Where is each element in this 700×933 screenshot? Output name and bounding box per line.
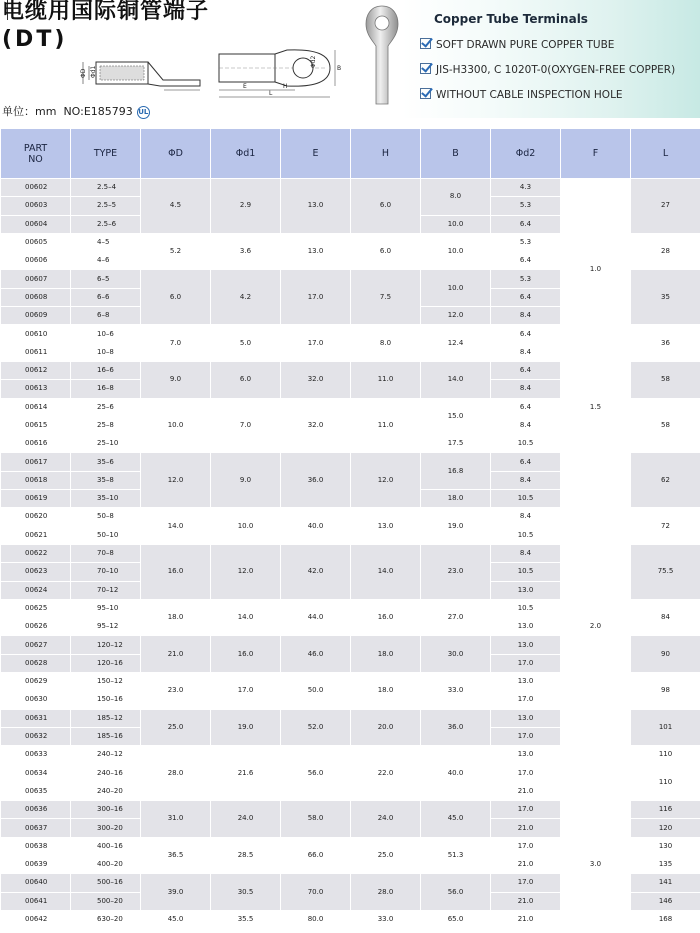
cell-part-no: 00610 (1, 325, 71, 343)
cell-d1: 10.0 (211, 508, 281, 545)
cell-d2: 5.3 (491, 197, 561, 215)
palm-outline (148, 62, 200, 86)
cell-d1: 35.5 (211, 910, 281, 928)
cell-d2: 6.4 (491, 288, 561, 306)
cell-type: 400–16 (71, 837, 141, 855)
cert-number: NO:E185793 (63, 105, 133, 118)
cell-part-no: 00604 (1, 215, 71, 233)
cell-b: 12.4 (421, 325, 491, 362)
cell-d2: 5.3 (491, 270, 561, 288)
cell-type: 25–10 (71, 435, 141, 453)
cell-d1: 21.6 (211, 746, 281, 801)
cell-d: 6.0 (141, 270, 211, 325)
cell-d2: 10.5 (491, 599, 561, 617)
ul-cert-icon: UL (137, 106, 150, 119)
cell-d: 25.0 (141, 709, 211, 746)
cell-type: 16–6 (71, 361, 141, 379)
cell-part-no: 00619 (1, 490, 71, 508)
unit-label: 单位：mm (2, 105, 57, 118)
cell-d: 45.0 (141, 910, 211, 928)
cell-d: 28.0 (141, 746, 211, 801)
cell-type: 10–8 (71, 343, 141, 361)
cell-h: 24.0 (351, 801, 421, 838)
cell-e: 46.0 (281, 636, 351, 673)
cell-type: 300–16 (71, 801, 141, 819)
cell-d1: 30.5 (211, 874, 281, 911)
cell-b: 40.0 (421, 746, 491, 801)
cell-type: 185–12 (71, 709, 141, 727)
cell-h: 22.0 (351, 746, 421, 801)
col-header-type: TYPE (71, 129, 141, 179)
cell-d2: 6.4 (491, 215, 561, 233)
cell-d2: 21.0 (491, 892, 561, 910)
cell-d2: 6.4 (491, 398, 561, 416)
cell-d: 23.0 (141, 673, 211, 710)
spec-panel (402, 0, 700, 118)
cell-b: 16.8 (421, 453, 491, 490)
cell-type: 4–6 (71, 252, 141, 270)
cell-e: 17.0 (281, 270, 351, 325)
cell-e: 52.0 (281, 709, 351, 746)
cell-part-no: 00605 (1, 233, 71, 251)
barrel-bore (100, 66, 144, 80)
unit-line (2, 103, 150, 119)
cell-d2: 10.5 (491, 563, 561, 581)
cell-d2: 8.4 (491, 508, 561, 526)
dim-label-e: E (243, 83, 247, 90)
cell-d2: 6.4 (491, 453, 561, 471)
cell-d2: 4.3 (491, 179, 561, 197)
cell-l: 168 (631, 910, 700, 928)
col-header-part-no: PART NO (1, 129, 71, 179)
side-view-drawing (78, 50, 203, 92)
cell-d2: 10.5 (491, 490, 561, 508)
cell-part-no: 00626 (1, 618, 71, 636)
cell-e: 70.0 (281, 874, 351, 911)
cell-d1: 16.0 (211, 636, 281, 673)
cell-l: 101 (631, 709, 700, 746)
cell-type: 120–16 (71, 654, 141, 672)
cell-l: 98 (631, 673, 700, 710)
cell-d: 39.0 (141, 874, 211, 911)
col-header-l: L (631, 129, 700, 179)
cell-part-no: 00629 (1, 673, 71, 691)
cell-e: 13.0 (281, 179, 351, 234)
checkbox-icon (420, 63, 431, 74)
cell-part-no: 00630 (1, 691, 71, 709)
checkbox-icon (420, 88, 431, 99)
cell-l: 110 (631, 746, 700, 764)
cell-d2: 17.0 (491, 654, 561, 672)
spec-item: JIS-H3300, C 1020T-0(OXYGEN-FREE COPPER) (420, 63, 675, 76)
cell-type: 630–20 (71, 910, 141, 928)
cell-d2: 17.0 (491, 874, 561, 892)
cell-part-no: 00606 (1, 252, 71, 270)
cell-type: 300–20 (71, 819, 141, 837)
cell-type: 150–12 (71, 673, 141, 691)
cell-h: 8.0 (351, 325, 421, 362)
cell-d2: 17.0 (491, 801, 561, 819)
cell-type: 240–20 (71, 782, 141, 800)
cell-f: 1.0 (561, 179, 631, 362)
cell-type: 95–12 (71, 618, 141, 636)
cell-part-no: 00609 (1, 307, 71, 325)
cell-part-no: 00638 (1, 837, 71, 855)
cell-b: 17.5 (421, 435, 491, 453)
cell-part-no: 00628 (1, 654, 71, 672)
col-header-d2: Φd2 (491, 129, 561, 179)
cell-f: 1.5 (561, 361, 631, 452)
cell-part-no: 00624 (1, 581, 71, 599)
cell-part-no: 00622 (1, 544, 71, 562)
checkbox-icon (420, 38, 431, 49)
cell-d2: 8.4 (491, 544, 561, 562)
cell-h: 18.0 (351, 636, 421, 673)
cell-type: 25–8 (71, 416, 141, 434)
cell-l: 130 (631, 837, 700, 855)
cell-b: 15.0 (421, 398, 491, 435)
cell-d2: 13.0 (491, 636, 561, 654)
cell-type: 2.5–5 (71, 197, 141, 215)
cell-e: 32.0 (281, 361, 351, 398)
cell-d: 16.0 (141, 544, 211, 599)
cell-e: 36.0 (281, 453, 351, 508)
cell-part-no: 00614 (1, 398, 71, 416)
cell-part-no: 00613 (1, 380, 71, 398)
cell-part-no: 00603 (1, 197, 71, 215)
cell-type: 35–6 (71, 453, 141, 471)
col-header-b: B (421, 129, 491, 179)
cell-part-no: 00642 (1, 910, 71, 928)
cell-type: 70–10 (71, 563, 141, 581)
dim-label-d: ΦD (80, 68, 87, 78)
cell-d2: 6.4 (491, 252, 561, 270)
cell-f: 2.0 (561, 453, 631, 801)
cell-type: 500–20 (71, 892, 141, 910)
cell-d2: 21.0 (491, 910, 561, 928)
cell-part-no: 00639 (1, 855, 71, 873)
table-body (1, 179, 700, 929)
cell-d: 31.0 (141, 801, 211, 838)
cell-l: 58 (631, 361, 700, 398)
cell-l: 141 (631, 874, 700, 892)
cell-d2: 13.0 (491, 581, 561, 599)
spec-table (0, 128, 700, 929)
table-row (1, 801, 700, 819)
cell-e: 44.0 (281, 599, 351, 636)
cell-d2: 17.0 (491, 764, 561, 782)
cell-d2: 21.0 (491, 819, 561, 837)
cell-l: 27 (631, 179, 700, 234)
cell-l: 84 (631, 599, 700, 636)
cell-d: 7.0 (141, 325, 211, 362)
cell-part-no: 00640 (1, 874, 71, 892)
cell-b: 51.3 (421, 837, 491, 874)
dim-label-d1: Φd1 (90, 65, 97, 78)
cell-part-no: 00631 (1, 709, 71, 727)
cell-d2: 8.4 (491, 343, 561, 361)
cell-l: 146 (631, 892, 700, 910)
cell-b: 36.0 (421, 709, 491, 746)
cell-type: 50–10 (71, 526, 141, 544)
cell-e: 32.0 (281, 398, 351, 453)
cell-b: 45.0 (421, 801, 491, 838)
cell-part-no: 00615 (1, 416, 71, 434)
cell-d2: 13.0 (491, 746, 561, 764)
dim-label-d2: Φd2 (310, 55, 317, 68)
cell-b: 30.0 (421, 636, 491, 673)
cell-part-no: 00623 (1, 563, 71, 581)
col-header-f: F (561, 129, 631, 179)
cell-d1: 5.0 (211, 325, 281, 362)
cell-h: 14.0 (351, 544, 421, 599)
cell-part-no: 00611 (1, 343, 71, 361)
cell-d1: 14.0 (211, 599, 281, 636)
cell-d2: 10.5 (491, 526, 561, 544)
cell-type: 400–20 (71, 855, 141, 873)
cell-h: 25.0 (351, 837, 421, 874)
cell-type: 35–10 (71, 490, 141, 508)
table-row (1, 453, 700, 471)
cell-b: 65.0 (421, 910, 491, 928)
cell-l: 120 (631, 819, 700, 837)
col-header-d1: Φd1 (211, 129, 281, 179)
cell-d2: 13.0 (491, 618, 561, 636)
cell-d2: 8.4 (491, 307, 561, 325)
cell-d1: 24.0 (211, 801, 281, 838)
cell-e: 66.0 (281, 837, 351, 874)
cell-d1: 4.2 (211, 270, 281, 325)
cell-part-no: 00602 (1, 179, 71, 197)
cell-d2: 5.3 (491, 233, 561, 251)
cell-b: 19.0 (421, 508, 491, 545)
dim-label-l: L (269, 90, 273, 97)
cell-h: 12.0 (351, 453, 421, 508)
cell-l: 90 (631, 636, 700, 673)
cell-d2: 8.4 (491, 380, 561, 398)
cell-type: 120–12 (71, 636, 141, 654)
cell-d2: 8.4 (491, 416, 561, 434)
cell-part-no: 00608 (1, 288, 71, 306)
cell-d1: 2.9 (211, 179, 281, 234)
cell-d2: 21.0 (491, 782, 561, 800)
cell-l: 58 (631, 398, 700, 453)
cell-h: 33.0 (351, 910, 421, 928)
cell-l: 72 (631, 508, 700, 545)
cell-d2: 13.0 (491, 673, 561, 691)
cell-d: 4.5 (141, 179, 211, 234)
cell-e: 58.0 (281, 801, 351, 838)
cell-l: 110 (631, 764, 700, 801)
page-title-code: (DT) (2, 27, 68, 52)
cell-type: 6–6 (71, 288, 141, 306)
cell-e: 50.0 (281, 673, 351, 710)
cell-l: 62 (631, 453, 700, 508)
cell-l: 35 (631, 270, 700, 325)
cell-type: 185–16 (71, 727, 141, 745)
cell-part-no: 00620 (1, 508, 71, 526)
cell-e: 42.0 (281, 544, 351, 599)
cell-type: 95–10 (71, 599, 141, 617)
cell-type: 4–5 (71, 233, 141, 251)
col-header-h: H (351, 129, 421, 179)
cell-part-no: 00621 (1, 526, 71, 544)
cell-l: 75.5 (631, 544, 700, 599)
cell-e: 80.0 (281, 910, 351, 928)
cell-d2: 13.0 (491, 709, 561, 727)
cell-b: 27.0 (421, 599, 491, 636)
cell-h: 7.5 (351, 270, 421, 325)
cell-d1: 19.0 (211, 709, 281, 746)
cell-part-no: 00635 (1, 782, 71, 800)
cell-part-no: 00607 (1, 270, 71, 288)
cell-h: 11.0 (351, 361, 421, 398)
cell-d: 36.5 (141, 837, 211, 874)
cell-d1: 12.0 (211, 544, 281, 599)
cell-part-no: 00625 (1, 599, 71, 617)
cell-h: 6.0 (351, 233, 421, 270)
cell-d1: 17.0 (211, 673, 281, 710)
cell-type: 6–5 (71, 270, 141, 288)
lug-product-image (364, 4, 400, 108)
cell-type: 2.5–6 (71, 215, 141, 233)
top-view-drawing (205, 44, 345, 102)
cell-part-no: 00633 (1, 746, 71, 764)
cell-h: 11.0 (351, 398, 421, 453)
spec-title: Copper Tube Terminals (434, 12, 588, 26)
cell-type: 70–8 (71, 544, 141, 562)
cell-d: 10.0 (141, 398, 211, 453)
cell-b: 10.0 (421, 233, 491, 270)
cell-d1: 6.0 (211, 361, 281, 398)
cell-l: 28 (631, 233, 700, 270)
table-row (1, 179, 700, 197)
cell-d2: 17.0 (491, 727, 561, 745)
cell-h: 20.0 (351, 709, 421, 746)
cell-type: 240–12 (71, 746, 141, 764)
cell-part-no: 00637 (1, 819, 71, 837)
dim-label-h: H (283, 83, 288, 90)
cell-h: 28.0 (351, 874, 421, 911)
cell-d: 18.0 (141, 599, 211, 636)
cell-d1: 28.5 (211, 837, 281, 874)
cell-type: 150–16 (71, 691, 141, 709)
page-title: 电缆用国际铜管端子 (2, 0, 210, 24)
col-header-e: E (281, 129, 351, 179)
cell-e: 40.0 (281, 508, 351, 545)
cell-d2: 17.0 (491, 837, 561, 855)
cell-b: 18.0 (421, 490, 491, 508)
cell-d: 21.0 (141, 636, 211, 673)
cell-d: 12.0 (141, 453, 211, 508)
cell-type: 16–8 (71, 380, 141, 398)
table-header-row (1, 129, 700, 179)
cell-h: 18.0 (351, 673, 421, 710)
cell-d2: 6.4 (491, 325, 561, 343)
cell-part-no: 00634 (1, 764, 71, 782)
cell-b: 23.0 (421, 544, 491, 599)
spec-item: SOFT DRAWN PURE COPPER TUBE (420, 38, 614, 51)
cell-e: 56.0 (281, 746, 351, 801)
cell-h: 6.0 (351, 179, 421, 234)
cell-type: 2.5–4 (71, 179, 141, 197)
cell-part-no: 00636 (1, 801, 71, 819)
cell-d2: 6.4 (491, 361, 561, 379)
cell-type: 240–16 (71, 764, 141, 782)
cell-type: 10–6 (71, 325, 141, 343)
cell-b: 56.0 (421, 874, 491, 911)
cell-d2: 8.4 (491, 471, 561, 489)
col-header-d: ΦD (141, 129, 211, 179)
cell-type: 35–8 (71, 471, 141, 489)
cell-e: 17.0 (281, 325, 351, 362)
cell-type: 50–8 (71, 508, 141, 526)
cell-d2: 21.0 (491, 855, 561, 873)
cell-part-no: 00627 (1, 636, 71, 654)
cell-part-no: 00641 (1, 892, 71, 910)
cell-b: 12.0 (421, 307, 491, 325)
dim-label-b: B (337, 65, 342, 72)
cell-l: 135 (631, 855, 700, 873)
page-header (0, 0, 700, 128)
cell-d2: 17.0 (491, 691, 561, 709)
cell-e: 13.0 (281, 233, 351, 270)
cell-type: 6–8 (71, 307, 141, 325)
cell-b: 14.0 (421, 361, 491, 398)
cell-type: 70–12 (71, 581, 141, 599)
cell-d2: 10.5 (491, 435, 561, 453)
cell-l: 36 (631, 325, 700, 362)
cell-d: 5.2 (141, 233, 211, 270)
cell-d1: 7.0 (211, 398, 281, 453)
spec-item: WITHOUT CABLE INSPECTION HOLE (420, 88, 623, 101)
table-row (1, 361, 700, 379)
cell-b: 33.0 (421, 673, 491, 710)
cell-l: 116 (631, 801, 700, 819)
cell-b: 8.0 (421, 179, 491, 216)
cell-d1: 9.0 (211, 453, 281, 508)
cell-f: 3.0 (561, 801, 631, 929)
cell-part-no: 00612 (1, 361, 71, 379)
cell-d1: 3.6 (211, 233, 281, 270)
cell-part-no: 00632 (1, 727, 71, 745)
cell-d: 9.0 (141, 361, 211, 398)
cell-h: 16.0 (351, 599, 421, 636)
cell-part-no: 00616 (1, 435, 71, 453)
cell-h: 13.0 (351, 508, 421, 545)
cell-part-no: 00618 (1, 471, 71, 489)
cell-d: 14.0 (141, 508, 211, 545)
cell-type: 25–6 (71, 398, 141, 416)
cell-type: 500–16 (71, 874, 141, 892)
cell-b: 10.0 (421, 270, 491, 307)
cell-part-no: 00617 (1, 453, 71, 471)
cell-b: 10.0 (421, 215, 491, 233)
